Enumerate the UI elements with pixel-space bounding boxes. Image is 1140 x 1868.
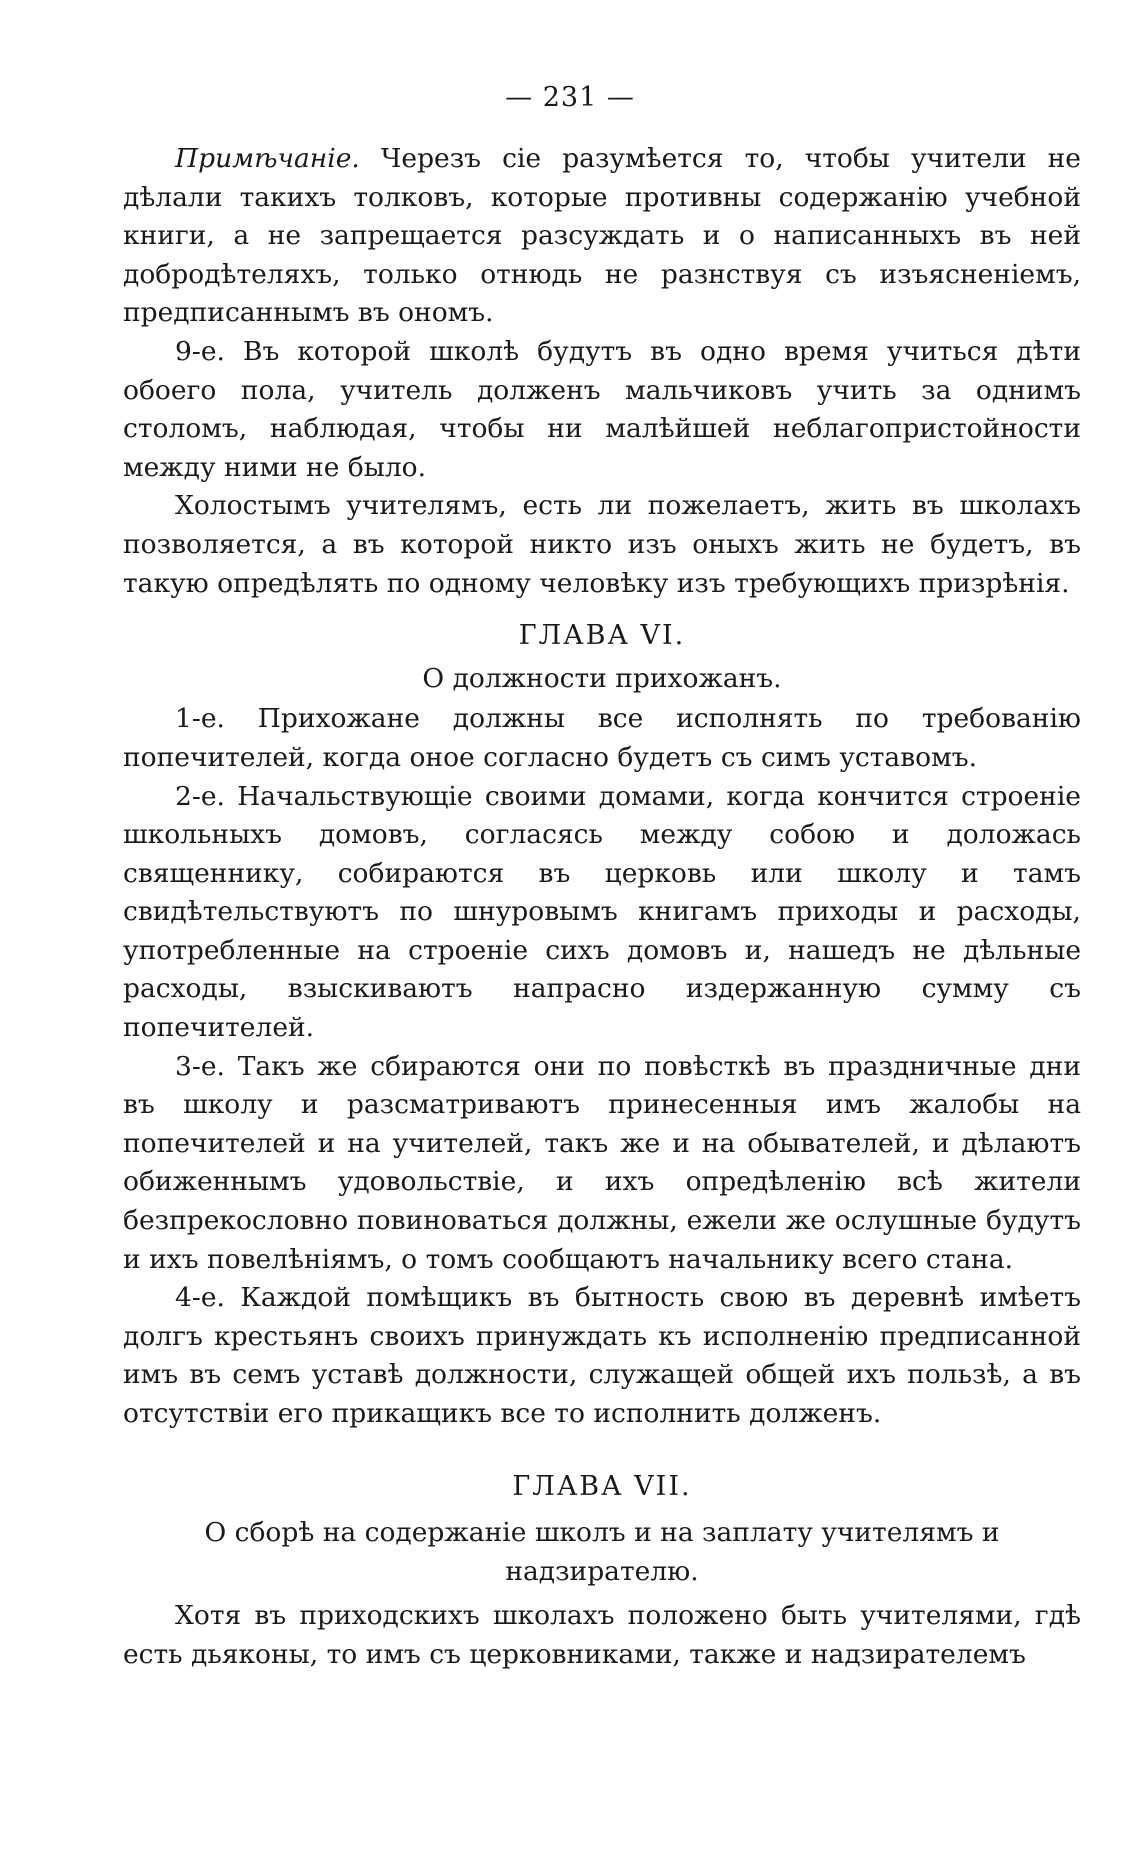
chapter-6-subtitle: О должности прихожанъ. (422, 662, 782, 694)
note-label: Примѣчаніе. (175, 143, 360, 174)
page-body (123, 140, 1081, 1675)
chapter-7-subtitle: О сборѣ на содержаніе школъ и на заплату учителямъ и надзирателю. (204, 1517, 1000, 1587)
chapter-7-intro: Хотя въ приходскихъ школахъ положено быть учителями, гдѣ есть дьяконы, то имъ съ церковниками, также и надзирателемъ (123, 1600, 1081, 1670)
chapter-7-title: ГЛАВА VII. (512, 1470, 692, 1502)
page-number: — 231 — (505, 82, 635, 113)
note-text: Черезъ сіе разумѣется то, чтобы учители не дѣлали такихъ толковъ, которые противны содержанію учебной книги, а не запрещается разсуждать и о написанныхъ въ ней добродѣтеляхъ, только отнюдь не разнствуя съ изъясненіемъ, предписаннымъ въ ономъ. (123, 143, 1081, 329)
chapter-6-article-2: 2-е. Начальствующіе своими домами, когда кончится строеніе школьныхъ домовъ, согласясь между собою и доложась священнику, собираются въ церковь или школу и тамъ свидѣтельствуютъ по шнуровымъ книгамъ приходы и расходы, употребленные на строеніе сихъ домовъ и, нашедъ не дѣльные расходы, взыскиваютъ напрасно издержанную сумму съ попечителей. (123, 780, 1081, 1044)
chapter-6-article-4: 4-е. Каждой помѣщикъ въ бытность свою въ деревнѣ имѣетъ долгъ крестьянъ своихъ принуждать къ исполненію предписанной имъ въ семъ уставѣ должности, служащей общей ихъ пользѣ, а въ отсутствіи его прикащикъ все то исполнить долженъ. (123, 1282, 1081, 1429)
chapter-6-article-1: 1-е. Прихожане должны все исполнять по требованію попечителей, когда оное согласно будетъ съ симъ уставомъ. (123, 703, 1081, 773)
chapter-6-title: ГЛАВА VI. (518, 620, 686, 652)
unmarried-teachers-paragraph: Холостымъ учителямъ, есть ли пожелаетъ, жить въ школахъ позволяется, а въ которой никто изъ оныхъ жить не будетъ, въ такую опредѣлять по одному человѣку изъ требующихъ призрѣнія. (123, 490, 1081, 599)
article-9: 9-е. Въ которой школѣ будутъ въ одно время учиться дѣти обоего пола, учитель долженъ мальчиковъ учить за однимъ столомъ, наблюдая, чтобы ни малѣйшей неблагопристойности между ними не было. (123, 335, 1081, 483)
note-paragraph (123, 140, 1081, 333)
chapter-6-article-3: 3-е. Такъ же сбираются они по повѣсткѣ въ праздничные дни въ школу и разсматриваютъ принесенныя имъ жалобы на попечителей и на учителей, такъ же и на обывателей, и дѣлаютъ обиженнымъ удовольствіе, и ихъ опредѣленію всѣ жители безпрекословно повиноваться должны, ежели же ослушные будутъ и ихъ повелѣніямъ, о томъ сообщаютъ начальнику всего стана. (123, 1050, 1081, 1275)
